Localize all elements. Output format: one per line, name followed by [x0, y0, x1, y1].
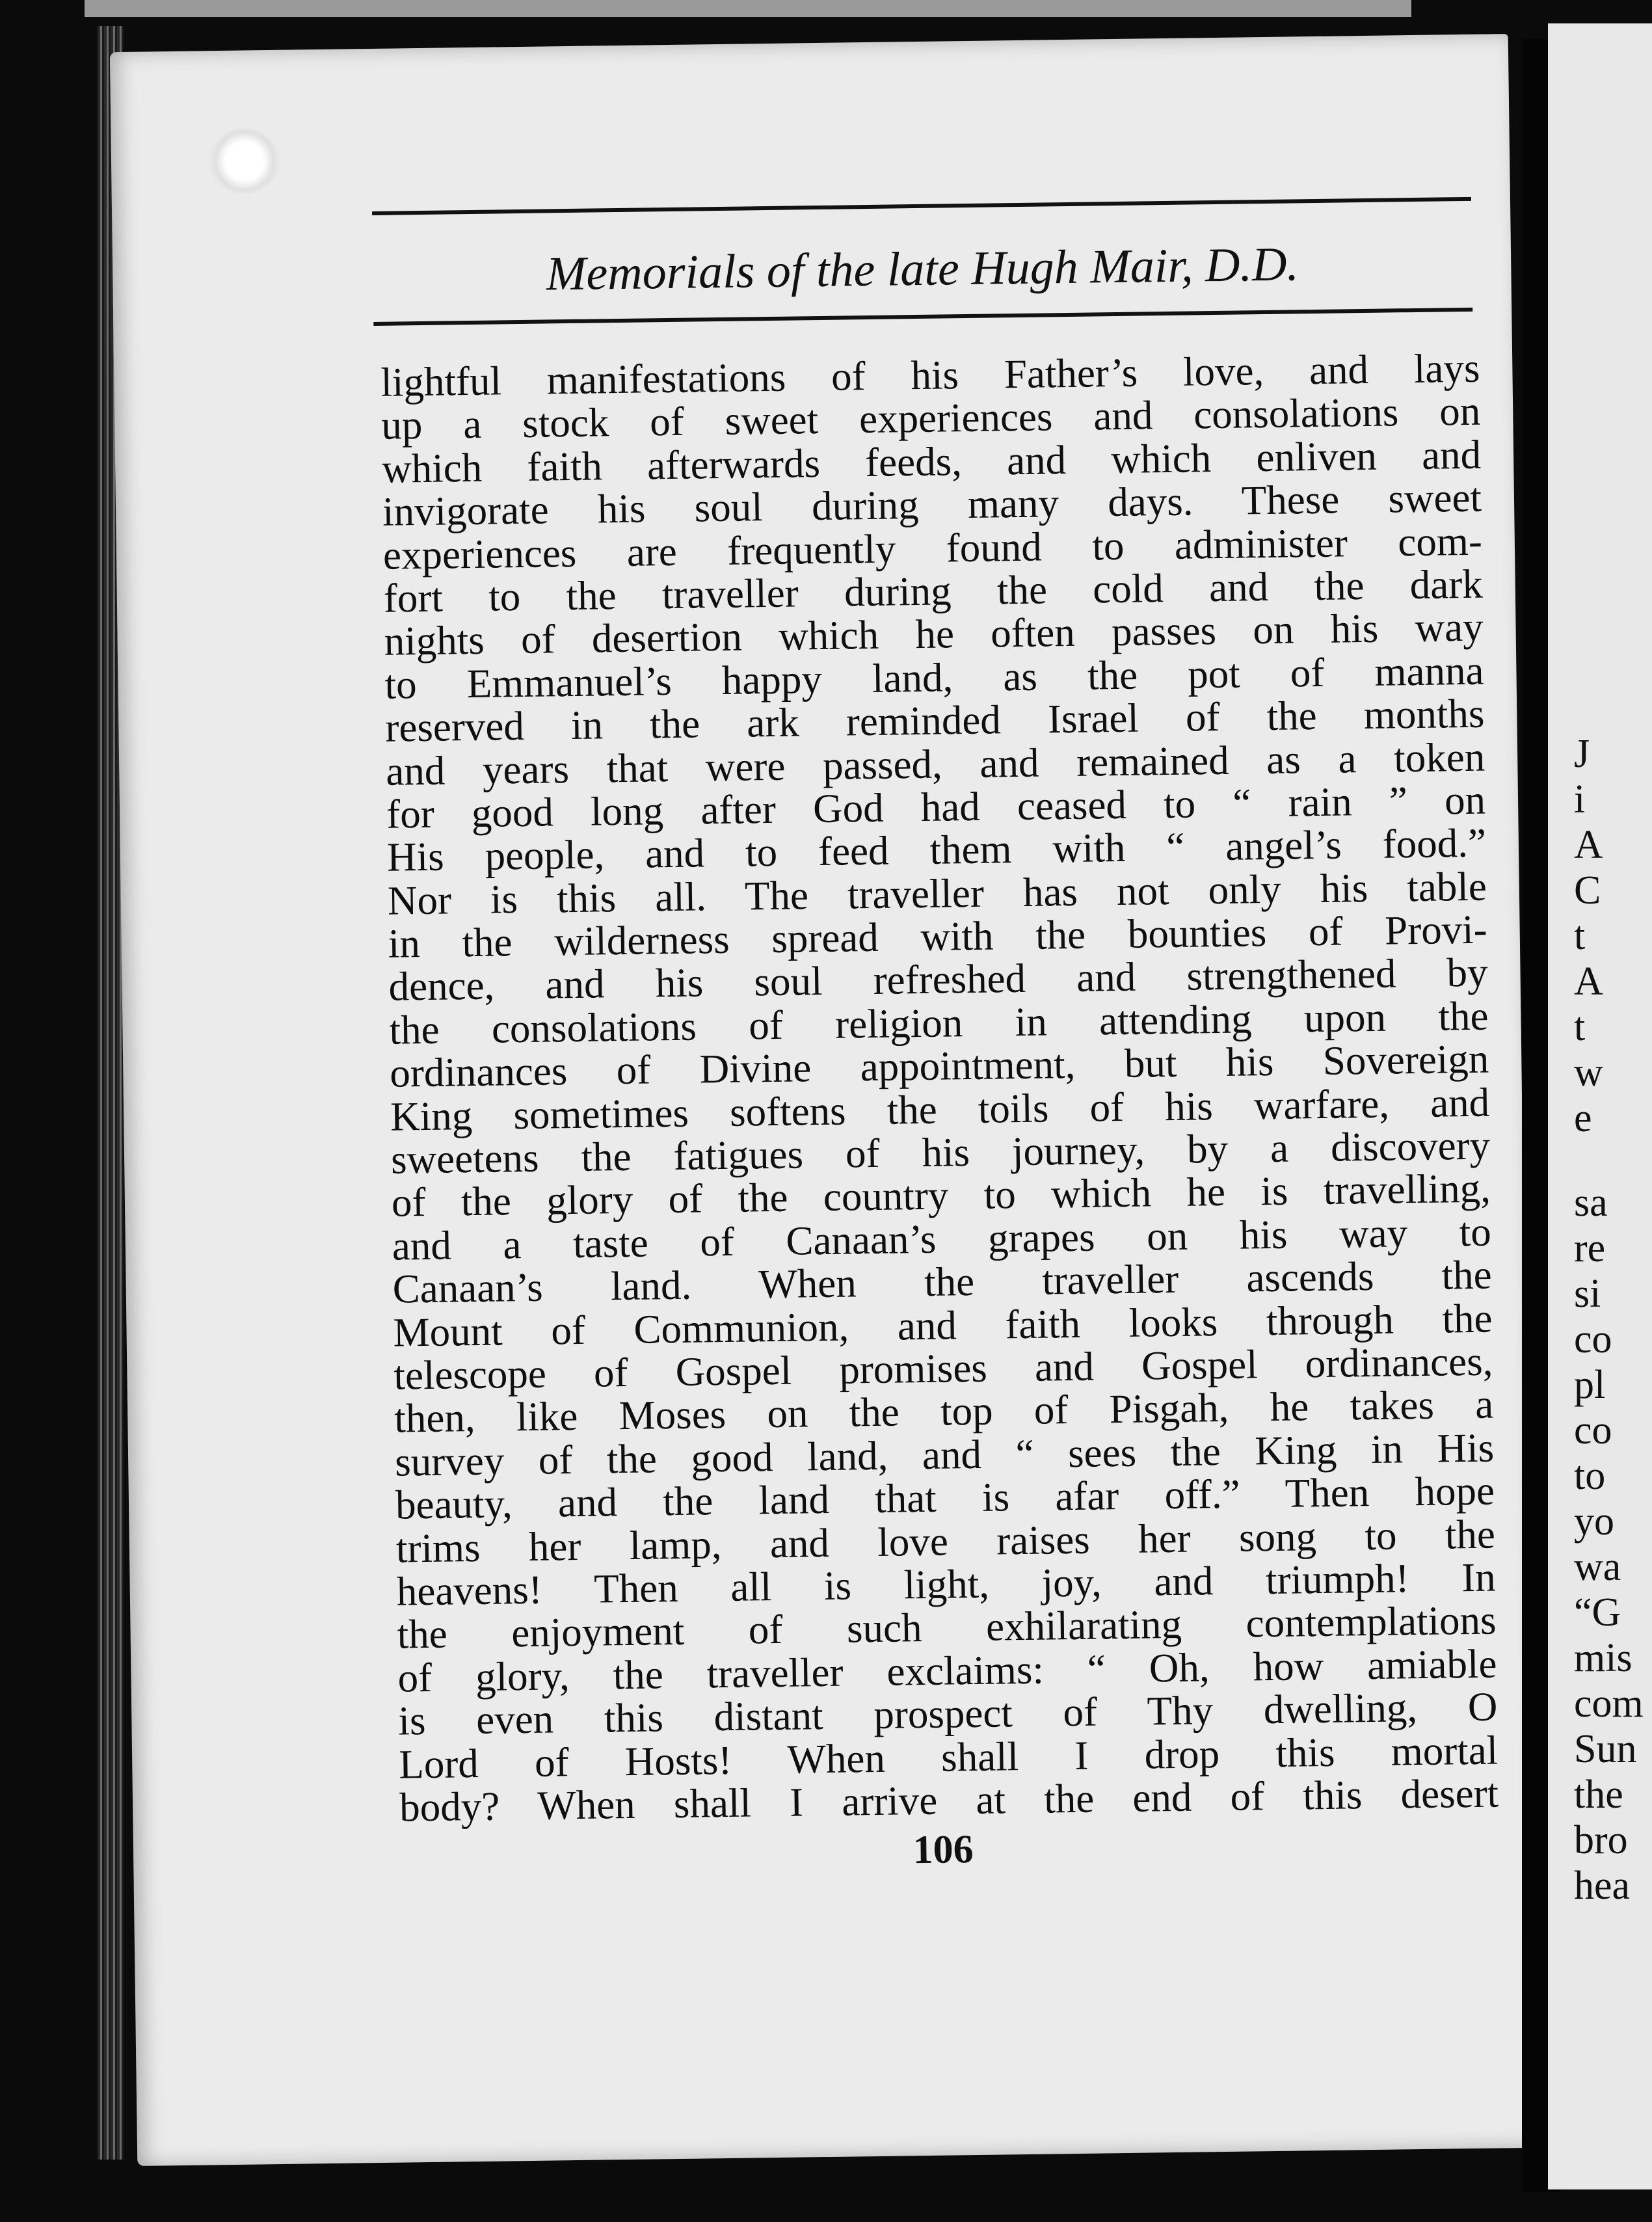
facing-text-fragment: pl [1574, 1363, 1606, 1407]
header-rule-bottom [373, 308, 1472, 326]
text-line: the consolations of religion in attending upon the [389, 993, 1489, 1053]
facing-text-fragment: com [1574, 1681, 1644, 1726]
text-line: telescope of Gospel promises and Gospel ordinances, [393, 1338, 1493, 1399]
text-line: invigorate his soul during many days. These sweet [382, 474, 1482, 535]
page-number: 106 [913, 1827, 974, 1873]
facing-text-fragment: w [1574, 1051, 1603, 1095]
text-line: for good long after God had ceased to “ rain ” on [386, 777, 1486, 837]
text-line: survey of the good land, and “ sees the King in His [394, 1425, 1495, 1485]
text-line: ordinances of Divine appointment, but his Sovereign [389, 1036, 1489, 1096]
facing-text-fragment: co [1574, 1408, 1612, 1452]
facing-text-fragment: hea [1574, 1864, 1631, 1908]
text-line: sweetens the fatigues of his journey, by a discovery [390, 1122, 1491, 1183]
body-text [380, 347, 1499, 1829]
facing-text-fragment: Sun [1574, 1727, 1637, 1771]
text-line: Lord of Hosts! When shall I drop this mortal [398, 1726, 1499, 1787]
text-line: heavens! Then all is light, joy, and triumph! In [396, 1554, 1497, 1614]
text-line: then, like Moses on the top of Pisgah, he takes a [393, 1381, 1494, 1442]
facing-text-fragment: wa [1574, 1545, 1621, 1589]
facing-text-fragment: bro [1574, 1818, 1628, 1862]
text-line: body? When shall I arrive at the end of this desert [399, 1770, 1499, 1830]
text-line: and a taste of Canaan’s grapes on his way to [392, 1209, 1492, 1269]
facing-text-fragment: the [1574, 1773, 1623, 1817]
text-line: nights of desertion which he often passes on his way [384, 604, 1484, 665]
facing-text-fragment: to [1574, 1454, 1606, 1498]
text-line: Nor is this all. The traveller has not only his table [387, 863, 1487, 924]
text-line: of the glory of the country to which he is travelling, [391, 1165, 1491, 1226]
text-line: in the wilderness spread with the bounties of Provi- [388, 906, 1488, 967]
facing-text-fragment: sa [1574, 1181, 1608, 1225]
text-line: the enjoyment of such exhilarating contemplations [397, 1597, 1497, 1657]
facing-text-fragment: t [1574, 1005, 1586, 1049]
text-line: reserved in the ark reminded Israel of the months [384, 690, 1485, 751]
header-rule-top [372, 197, 1471, 215]
text-line: to Emmanuel’s happy land, as the pot of manna [384, 647, 1484, 708]
facing-text-fragment: yo [1574, 1499, 1614, 1544]
facing-text-fragment: “G [1574, 1590, 1621, 1635]
paper-blemish [208, 128, 280, 194]
text-line: which faith afterwards feeds, and which enliven and [381, 431, 1482, 492]
text-line: up a stock of sweet experiences and consolations on [380, 388, 1481, 449]
facing-page-fragment [1548, 23, 1652, 2189]
facing-text-fragment: t [1574, 914, 1586, 958]
text-line: is even this distant prospect of Thy dwelling, O [397, 1683, 1498, 1744]
text-line: experiences are frequently found to administer com- [382, 518, 1483, 578]
text-line: dence, and his soul refreshed and strengthened by [388, 950, 1488, 1010]
facing-text-fragment: A [1574, 959, 1603, 1004]
facing-text-fragment: e [1574, 1096, 1592, 1140]
facing-text-fragment: si [1574, 1272, 1601, 1316]
text-line: King sometimes softens the toils of his warfare, and [390, 1079, 1490, 1140]
text-line: His people, and to feed them with “ angel’s food.” [386, 820, 1487, 881]
text-line: trims her lamp, and love raises her song to the [395, 1511, 1496, 1572]
facing-text-fragment: mis [1574, 1636, 1632, 1680]
text-line: Canaan’s land. When the traveller ascends the [392, 1252, 1493, 1312]
scan-top-strip [85, 0, 1411, 17]
text-line: of glory, the traveller exclaims: “ Oh, how amiable [397, 1640, 1497, 1701]
facing-text-fragment: C [1574, 868, 1601, 913]
text-line: and years that were passed, and remained as a token [385, 734, 1485, 794]
text-line: lightful manifestations of his Father’s love, and lays [380, 345, 1480, 405]
facing-text-fragment: re [1574, 1226, 1606, 1270]
book-page [110, 34, 1536, 2166]
text-line: fort to the traveller during the cold and the dark [383, 561, 1484, 621]
facing-text-fragment: i [1574, 777, 1586, 822]
text-line: Mount of Communion, and faith looks through the [393, 1295, 1493, 1356]
running-head: Memorials of the late Hugh Mair, D.D. [546, 237, 1299, 301]
text-line: beauty, and the land that is afar off.” Then hope [395, 1467, 1495, 1528]
facing-text-fragment: A [1574, 823, 1603, 867]
facing-text-fragment: J [1574, 732, 1590, 776]
facing-text-fragment: co [1574, 1317, 1612, 1361]
